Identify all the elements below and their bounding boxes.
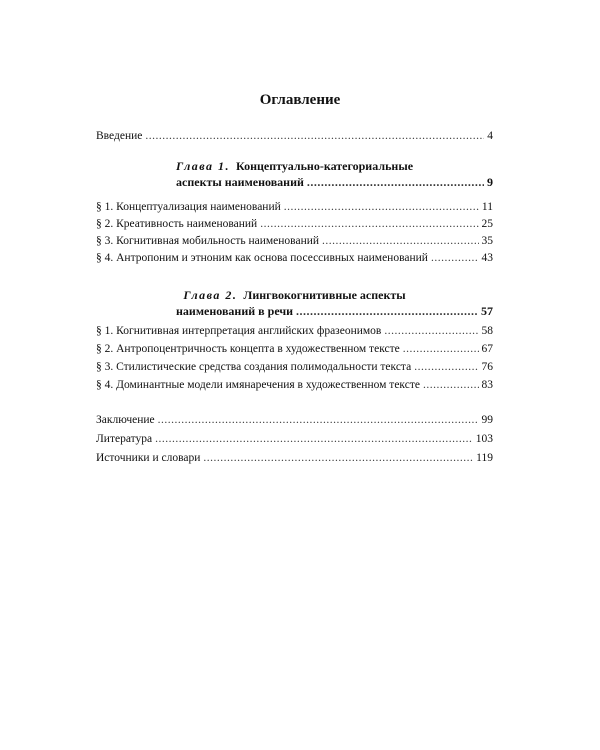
toc-entry-page: 11 xyxy=(481,201,493,213)
dot-leader xyxy=(414,361,478,373)
toc-entry-page: 43 xyxy=(481,252,493,264)
dot-leader xyxy=(403,343,479,355)
toc-entry-chapter-1[interactable] xyxy=(96,175,493,190)
toc-entry-label: § 2. Антропоцентричность концепта в художественном тексте xyxy=(96,343,400,355)
toc-entry-page: 35 xyxy=(481,235,493,247)
toc-entry-ch1-s4[interactable] xyxy=(96,252,493,267)
toc-entry-literature[interactable] xyxy=(96,433,493,448)
toc-entry-page: 83 xyxy=(481,379,493,391)
toc-entry-label: § 4. Доминантные модели имянаречения в художественном тексте xyxy=(96,379,420,391)
toc-entry-label: § 4. Антропоним и этноним как основа посессивных наименований xyxy=(96,252,428,264)
chapter-1-glava: Глава 1. xyxy=(175,159,230,173)
toc-entry-ch1-s3[interactable] xyxy=(96,235,493,250)
toc-entry-page: 25 xyxy=(481,218,493,230)
dot-leader xyxy=(203,452,473,464)
toc-entry-label: § 1. Концептуализация наименований xyxy=(96,201,281,213)
toc-entry-page: 58 xyxy=(481,325,493,337)
chapter-1-title-line2: аспекты наименований xyxy=(176,175,304,189)
toc-entry-label: Заключение xyxy=(96,414,155,426)
chapter-2-title-line1: Лингвокогнитивные аспекты xyxy=(243,288,406,302)
toc-entry-label: § 1. Когнитивная интерпретация английских фразеонимов xyxy=(96,325,382,337)
chapter-2-heading xyxy=(96,288,493,303)
toc-entry-ch2-s3[interactable] xyxy=(96,361,493,376)
chapter-2-glava: Глава 2. xyxy=(183,288,238,302)
dot-leader xyxy=(307,175,484,190)
toc-entry-ch2-s1[interactable] xyxy=(96,325,493,340)
toc-entry-page: 57 xyxy=(481,304,493,318)
dot-leader xyxy=(260,218,478,230)
toc-entry-ch1-s1[interactable] xyxy=(96,201,493,216)
toc-entry-page: 119 xyxy=(476,452,493,464)
toc-entry-label: § 3. Когнитивная мобильность наименований xyxy=(96,235,320,247)
chapter-1-title-line1: Концептуально-категориальные xyxy=(236,159,414,173)
toc-entry-chapter-2[interactable] xyxy=(96,304,493,319)
toc-entry-label: Источники и словари xyxy=(96,452,201,464)
toc-entry-intro[interactable] xyxy=(96,130,493,145)
dot-leader xyxy=(145,130,484,142)
toc-entry-page: 103 xyxy=(475,433,493,445)
dot-leader xyxy=(322,235,478,247)
toc-entry-page: 4 xyxy=(487,130,493,142)
chapter-2-title-line2: наименований в речи xyxy=(176,304,294,318)
toc-entry-label: Введение xyxy=(96,130,143,142)
dot-leader xyxy=(384,325,478,337)
toc-entry-label: § 3. Стилистические средства создания полимодальности текста xyxy=(96,361,412,373)
toc-entry-page: 67 xyxy=(481,343,493,355)
toc-entry-conclusion[interactable] xyxy=(96,414,493,429)
toc-entry-page: 76 xyxy=(481,361,493,373)
toc-entry-ch2-s2[interactable] xyxy=(96,343,493,358)
toc-entry-page: 99 xyxy=(481,414,493,426)
toc-entry-ch2-s4[interactable] xyxy=(96,379,493,394)
toc-title: Оглавление xyxy=(259,92,341,108)
dot-leader xyxy=(296,304,478,319)
toc-entry-ch1-s2[interactable] xyxy=(96,218,493,233)
toc-entry-label: § 2. Креативность наименований xyxy=(96,218,258,230)
dot-leader xyxy=(155,433,473,445)
dot-leader xyxy=(284,201,479,213)
dot-leader xyxy=(423,379,479,391)
toc-entry-page: 9 xyxy=(487,175,493,189)
chapter-1-heading xyxy=(96,159,493,174)
dot-leader xyxy=(158,414,479,426)
toc-entry-label: Литература xyxy=(96,433,153,445)
dot-leader xyxy=(431,252,479,264)
toc-entry-sources[interactable] xyxy=(96,452,493,467)
